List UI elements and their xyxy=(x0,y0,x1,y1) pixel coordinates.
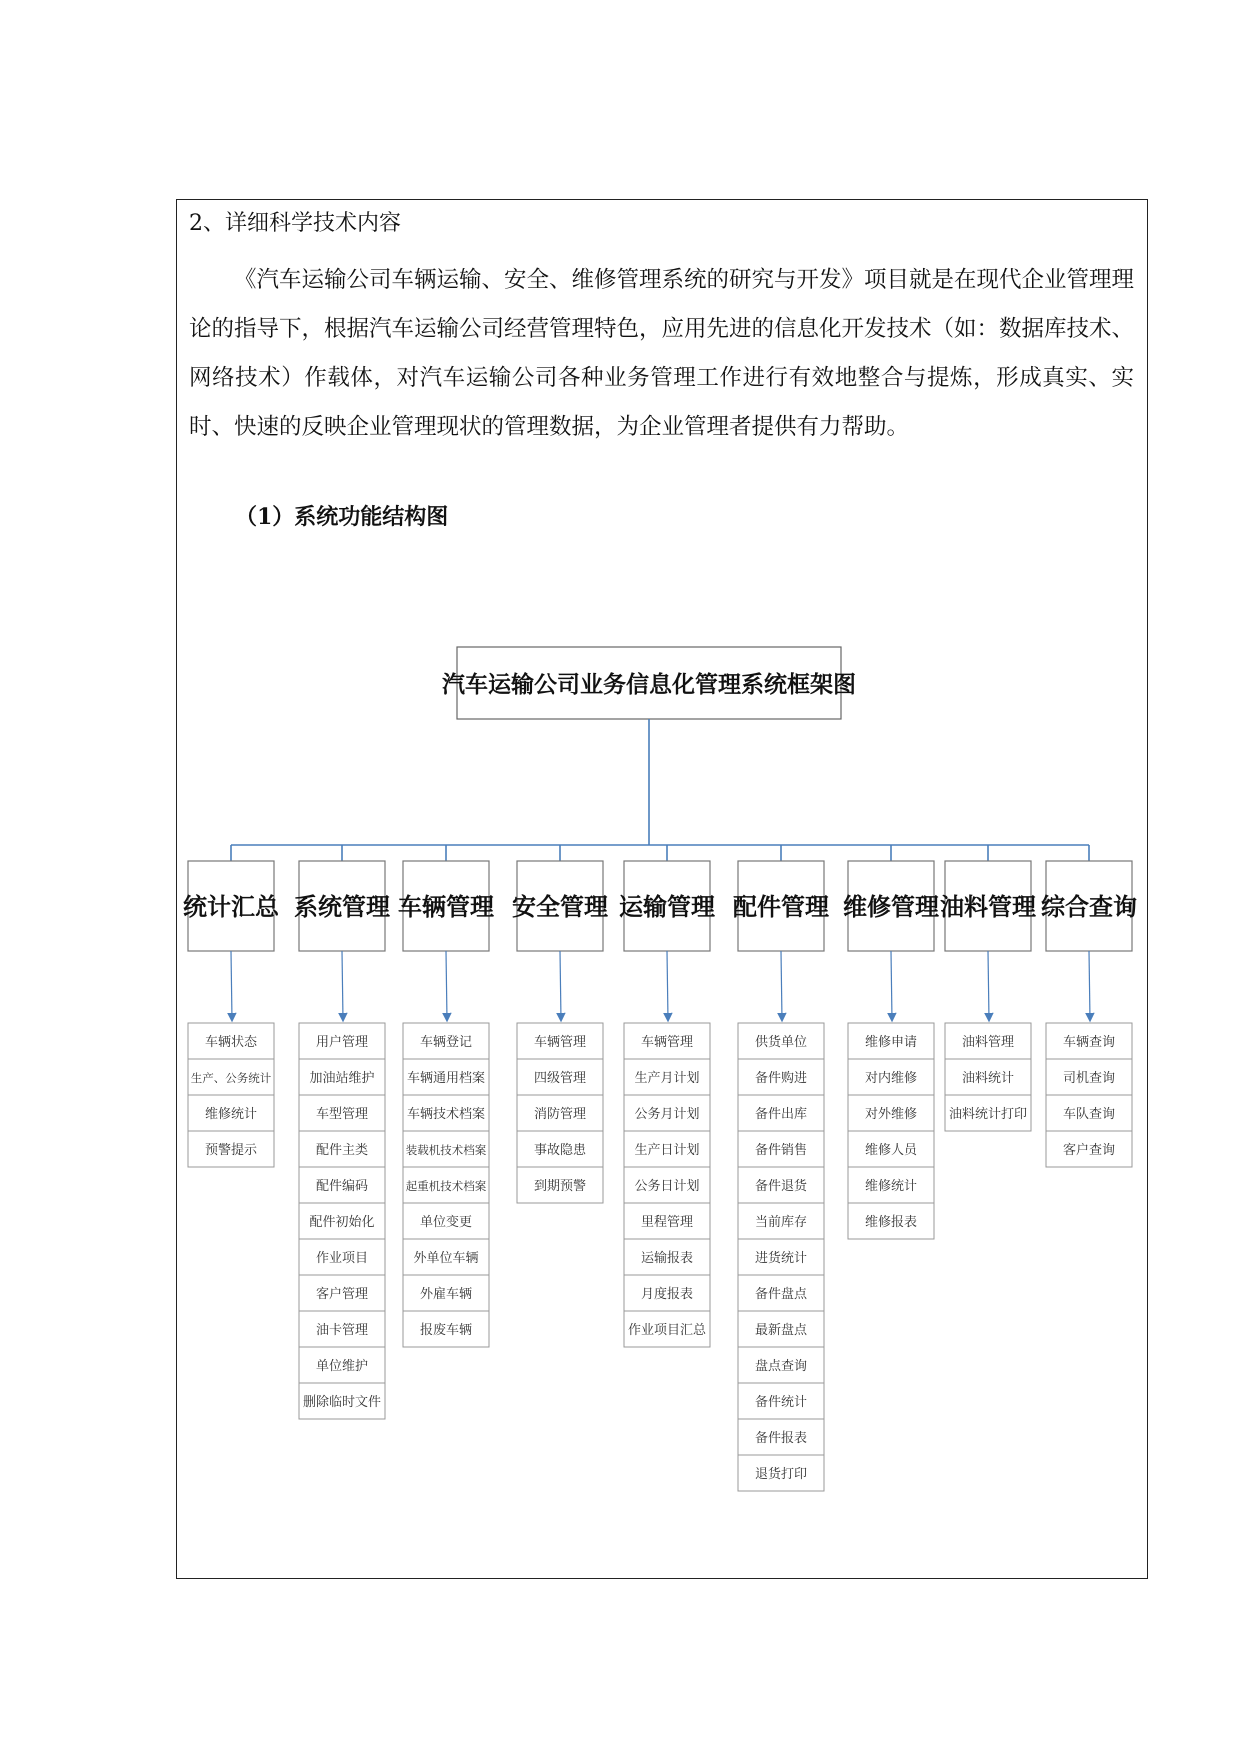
list-item-label: 起重机技术档案 xyxy=(405,1179,487,1193)
list-item-label: 消防管理 xyxy=(533,1107,587,1122)
list-item xyxy=(738,1419,824,1455)
list-item xyxy=(188,1059,274,1095)
diagram-root-label: 汽车运输公司业务信息化管理系统框架图 xyxy=(442,672,856,698)
list-item xyxy=(738,1383,824,1419)
list-item xyxy=(299,1167,385,1203)
list-item-label: 作业项目汇总 xyxy=(627,1323,707,1338)
list-item xyxy=(403,1239,489,1275)
list-item-label: 油卡管理 xyxy=(315,1323,369,1338)
module-4 xyxy=(619,845,716,1347)
list-item xyxy=(848,1023,934,1059)
list-item xyxy=(738,1347,824,1383)
list-item xyxy=(517,1131,603,1167)
list-item xyxy=(517,1095,603,1131)
list-item xyxy=(1046,1131,1132,1167)
module-label: 油料管理 xyxy=(940,893,1036,921)
list-item-label: 当前库存 xyxy=(754,1215,808,1230)
list-item-label: 报废车辆 xyxy=(419,1323,473,1338)
list-item-label: 运输报表 xyxy=(640,1251,694,1266)
list-item xyxy=(848,1131,934,1167)
list-item-label: 车辆管理 xyxy=(533,1035,587,1050)
list-item xyxy=(738,1059,824,1095)
list-item xyxy=(517,1059,603,1095)
list-item xyxy=(624,1203,710,1239)
list-item xyxy=(299,1275,385,1311)
list-item xyxy=(299,1059,385,1095)
list-item xyxy=(299,1023,385,1059)
list-item-label: 生产、公务统计 xyxy=(190,1071,272,1085)
items-arrow xyxy=(446,951,447,1020)
list-item xyxy=(1046,1095,1132,1131)
list-item-label: 生产日计划 xyxy=(634,1143,700,1158)
list-item-label: 车队查询 xyxy=(1062,1107,1116,1122)
list-item-label: 装载机技术档案 xyxy=(405,1143,487,1157)
list-item-label: 盘点查询 xyxy=(754,1359,808,1374)
diagram-root xyxy=(442,647,856,719)
list-item-label: 维修人员 xyxy=(864,1143,918,1158)
list-item xyxy=(738,1167,824,1203)
items-arrow xyxy=(667,951,668,1020)
list-item-label: 备件盘点 xyxy=(754,1287,808,1302)
list-item xyxy=(403,1095,489,1131)
list-item-label: 客户管理 xyxy=(315,1287,369,1302)
list-item-label: 到期预警 xyxy=(533,1179,587,1194)
list-item-label: 作业项目 xyxy=(315,1251,369,1266)
list-item-label: 预警提示 xyxy=(204,1143,258,1158)
list-item xyxy=(403,1131,489,1167)
list-item xyxy=(738,1275,824,1311)
list-item xyxy=(624,1239,710,1275)
list-item xyxy=(624,1095,710,1131)
list-item xyxy=(1046,1059,1132,1095)
list-item-label: 油料管理 xyxy=(961,1035,1015,1050)
list-item-label: 备件统计 xyxy=(754,1395,808,1410)
list-item xyxy=(945,1095,1031,1131)
list-item xyxy=(624,1059,710,1095)
items-arrow xyxy=(342,951,343,1020)
list-item-label: 单位变更 xyxy=(419,1215,473,1230)
module-3 xyxy=(512,845,609,1203)
list-item-label: 配件主类 xyxy=(315,1143,369,1158)
list-item-label: 油料统计 xyxy=(961,1071,1015,1086)
list-item xyxy=(848,1095,934,1131)
list-item-label: 加油站维护 xyxy=(309,1071,375,1086)
list-item xyxy=(299,1311,385,1347)
section-heading: 2、详细科学技术内容 xyxy=(189,211,401,236)
list-item xyxy=(945,1023,1031,1059)
module-0 xyxy=(183,845,280,1167)
module-label: 车辆管理 xyxy=(398,893,494,921)
list-item xyxy=(624,1023,710,1059)
module-5 xyxy=(733,845,830,1491)
list-item-label: 维修统计 xyxy=(204,1107,258,1122)
list-item-label: 备件购进 xyxy=(754,1071,808,1086)
module-label: 运输管理 xyxy=(619,893,715,921)
items-arrow xyxy=(988,951,989,1020)
list-item xyxy=(517,1023,603,1059)
list-item-label: 油料统计打印 xyxy=(948,1107,1028,1122)
list-item-label: 车辆查询 xyxy=(1062,1035,1116,1050)
list-item xyxy=(738,1203,824,1239)
list-item-label: 退货打印 xyxy=(754,1467,808,1482)
list-item-label: 备件退货 xyxy=(754,1179,808,1194)
list-item-label: 公务月计划 xyxy=(634,1107,700,1122)
items-arrow xyxy=(1089,951,1090,1020)
list-item xyxy=(848,1203,934,1239)
list-item xyxy=(403,1167,489,1203)
list-item xyxy=(188,1023,274,1059)
list-item xyxy=(945,1059,1031,1095)
list-item-label: 车辆登记 xyxy=(419,1035,473,1050)
module-label: 维修管理 xyxy=(843,893,939,921)
list-item-label: 车辆技术档案 xyxy=(406,1107,486,1122)
list-item xyxy=(188,1095,274,1131)
list-item-label: 司机查询 xyxy=(1062,1071,1116,1086)
list-item-label: 维修报表 xyxy=(864,1215,918,1230)
sub-heading: （1）系统功能结构图 xyxy=(235,504,449,530)
list-item-label: 单位维护 xyxy=(315,1359,369,1374)
list-item-label: 外单位车辆 xyxy=(413,1251,479,1266)
list-item-label: 供货单位 xyxy=(754,1035,808,1050)
list-item-label: 备件报表 xyxy=(754,1431,808,1446)
list-item xyxy=(738,1455,824,1491)
list-item-label: 最新盘点 xyxy=(754,1323,808,1338)
list-item xyxy=(848,1167,934,1203)
list-item xyxy=(738,1311,824,1347)
list-item-label: 维修申请 xyxy=(864,1035,918,1050)
items-arrow xyxy=(891,951,892,1020)
list-item-label: 里程管理 xyxy=(640,1215,694,1230)
list-item-label: 公务日计划 xyxy=(634,1179,700,1194)
list-item-label: 月度报表 xyxy=(640,1287,694,1302)
module-label: 配件管理 xyxy=(733,893,829,921)
list-item-label: 备件出库 xyxy=(754,1107,808,1122)
list-item xyxy=(738,1239,824,1275)
list-item xyxy=(403,1203,489,1239)
list-item xyxy=(624,1131,710,1167)
list-item-label: 对外维修 xyxy=(864,1107,918,1122)
module-7 xyxy=(940,845,1037,1131)
list-item-label: 配件初始化 xyxy=(309,1215,375,1230)
list-item-label: 客户查询 xyxy=(1062,1143,1116,1158)
list-item xyxy=(299,1131,385,1167)
list-item xyxy=(403,1023,489,1059)
items-arrow xyxy=(231,951,232,1020)
list-item-label: 车型管理 xyxy=(315,1107,369,1122)
list-item-label: 车辆状态 xyxy=(204,1035,258,1050)
module-8 xyxy=(1041,845,1137,1167)
list-item xyxy=(738,1023,824,1059)
list-item-label: 配件编码 xyxy=(315,1179,369,1194)
items-arrow xyxy=(781,951,782,1020)
list-item-label: 维修统计 xyxy=(864,1179,918,1194)
list-item xyxy=(624,1167,710,1203)
list-item xyxy=(738,1095,824,1131)
module-1 xyxy=(294,845,391,1419)
list-item xyxy=(299,1203,385,1239)
list-item xyxy=(299,1347,385,1383)
list-item xyxy=(188,1131,274,1167)
items-arrow xyxy=(560,951,561,1020)
module-6 xyxy=(843,845,940,1239)
list-item-label: 车辆管理 xyxy=(640,1035,694,1050)
module-label: 综合查询 xyxy=(1041,893,1137,921)
list-item-label: 删除临时文件 xyxy=(302,1395,382,1410)
section-paragraph: 《汽车运输公司车辆运输、安全、维修管理系统的研究与开发》项目就是在现代企业管理理论的指导下，根据汽车运输公司经营管理特色，应用先进的信息化开发技术（如：数据库技术、网络技术）作载体，对汽车运输公司各种业务管理工作进行有效地整合与提炼，形成真实、实时、快速的反映企业管理现状的管理数据，为企业管理者提供有力帮助。 xyxy=(189,267,1135,440)
list-item xyxy=(403,1275,489,1311)
list-item xyxy=(299,1095,385,1131)
list-item xyxy=(1046,1023,1132,1059)
module-label: 统计汇总 xyxy=(183,893,279,921)
list-item-label: 事故隐患 xyxy=(533,1143,587,1158)
list-item xyxy=(403,1311,489,1347)
list-item xyxy=(299,1383,385,1419)
list-item-label: 车辆通用档案 xyxy=(406,1071,486,1086)
list-item xyxy=(848,1059,934,1095)
list-item-label: 进货统计 xyxy=(754,1251,808,1266)
list-item-label: 对内维修 xyxy=(864,1071,918,1086)
list-item-label: 四级管理 xyxy=(533,1071,587,1086)
module-label: 系统管理 xyxy=(294,893,390,921)
list-item xyxy=(738,1131,824,1167)
list-item xyxy=(624,1311,710,1347)
list-item-label: 备件销售 xyxy=(754,1143,808,1158)
module-label: 安全管理 xyxy=(512,893,608,921)
list-item xyxy=(299,1239,385,1275)
list-item-label: 用户管理 xyxy=(315,1035,369,1050)
list-item xyxy=(517,1167,603,1203)
list-item-label: 生产月计划 xyxy=(634,1071,700,1086)
list-item xyxy=(624,1275,710,1311)
list-item xyxy=(403,1059,489,1095)
list-item-label: 外雇车辆 xyxy=(419,1287,473,1302)
module-2 xyxy=(398,845,495,1347)
